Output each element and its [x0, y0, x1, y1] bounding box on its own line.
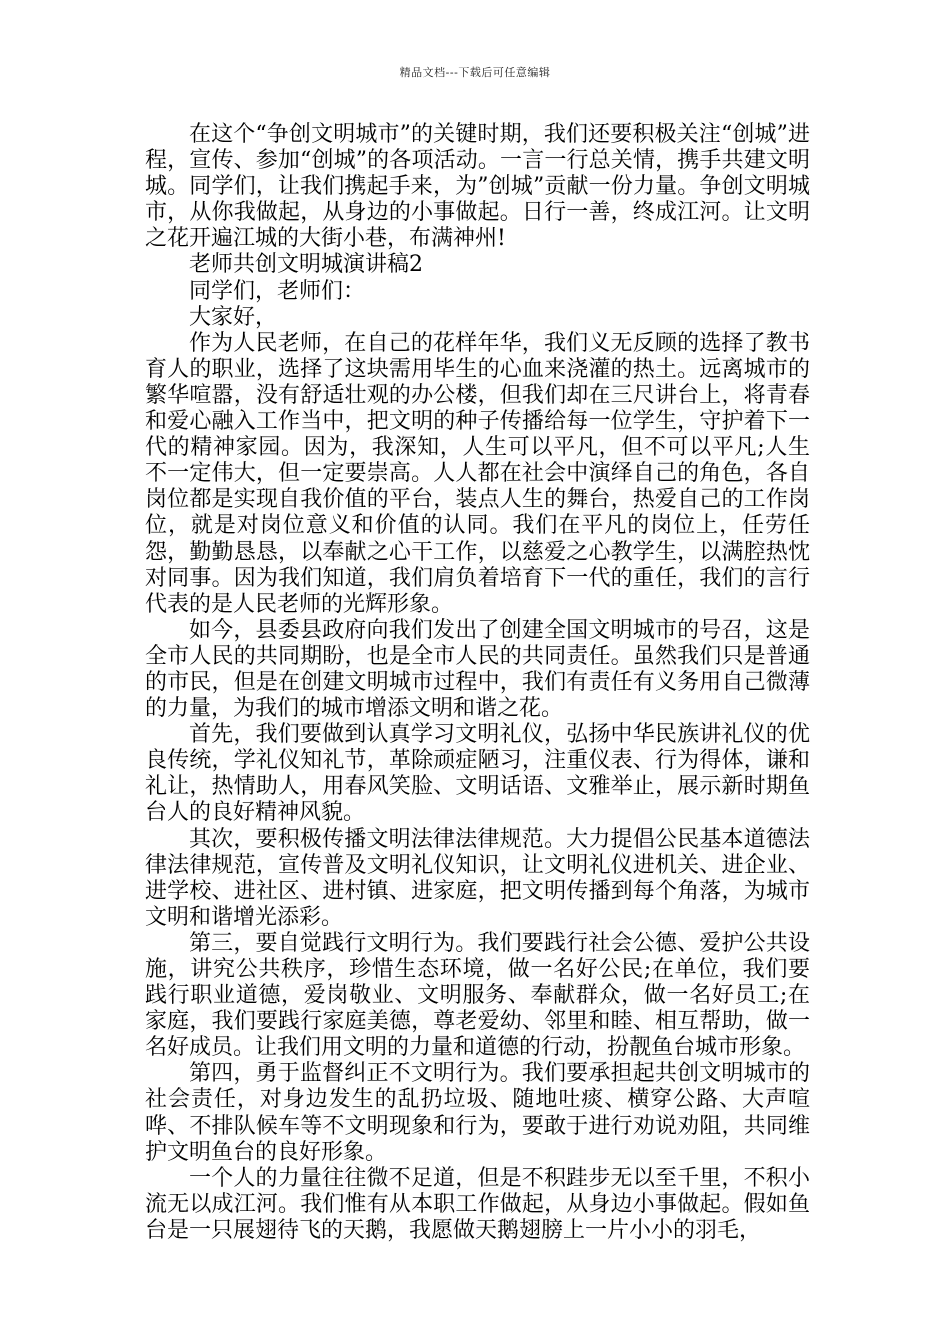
document-body — [145, 122, 810, 1244]
paragraph-create-city-call: 在这个“争创文明城市”的关键时期，我们还要积极关注“创城”进程，宣传、参加“创城”的各项活动。一言一行总关情，携手共建文明城。同学们，让我们携起手来，为”创城”贡献一份力量。争创文明城市，从你我做起，从身边的小事做起。日行一善，终成江河。让文明之花开遍江城的大街小巷，布满神州! — [145, 122, 810, 252]
page-header: 精品文档---下载后可任意编辑 — [399, 66, 551, 79]
salutation-everyone: 大家好， — [189, 304, 278, 330]
paragraph-first-etiquette: 首先，我们要做到认真学习文明礼仪，弘扬中华民族讲礼仪的优良传统，学礼仪知礼节，革除顽症陋习，注重仪表、行为得体，谦和礼让，热情助人，用春风笑脸、文明话语、文雅举止，展示新时期鱼台人的良好精神风貌。 — [145, 722, 810, 826]
paragraph-county-call: 如今，县委县政府向我们发出了创建全国文明城市的号召，这是全市人民的共同期盼，也是全市人民的共同责任。虽然我们只是普通的市民，但是在创建文明城市过程中，我们有责任有义务用自己微薄的力量，为我们的城市增添文明和谐之花。 — [145, 617, 810, 722]
paragraph-third-practice: 第三，要自觉践行文明行为。我们要践行社会公德、爱护公共设施，讲究公共秩序，珍惜生态环境，做一名好公民;在单位，我们要践行职业道德，爱岗敬业、文明服务、奉献群众，做一名好员工;在家庭，我们要践行家庭美德，尊老爱幼、邻里和睦、相互帮助，做一名好成员。让我们用文明的力量和道德的行动，扮靓鱼台城市形象。 — [145, 930, 810, 1061]
paragraph-closing: 一个人的力量往往微不足道，但是不积跬步无以至千里，不积小流无以成江河。我们惟有从本职工作做起，从身边小事做起。假如鱼台是一只展翅待飞的天鹅，我愿做天鹅翅膀上一片小小的羽毛， — [145, 1165, 810, 1243]
paragraph-second-spread: 其次，要积极传播文明法律法律规范。大力提倡公民基本道德法律法律规范，宣传普及文明礼仪知识，让文明礼仪进机关、进企业、进学校、进社区、进村镇、进家庭，把文明传播到每个角落，为城市文明和谐增光添彩。 — [145, 826, 810, 930]
speech-title: 老师共创文明城演讲稿2 — [189, 252, 423, 278]
salutation-students-teachers: 同学们，老师们： — [189, 278, 366, 304]
paragraph-fourth-supervise: 第四，勇于监督纠正不文明行为。我们要承担起共创文明城市的社会责任，对身边发生的乱扔垃圾、随地吐痰、横穿公路、大声喧哗、不排队候车等不文明现象和行为，要敢于进行劝说劝阻，共同维护文明鱼台的良好形象。 — [145, 1061, 810, 1165]
paragraph-teacher-career: 作为人民老师，在自己的花样年华，我们义无反顾的选择了教书育人的职业，选择了这块需用毕生的心血来浇灌的热土。远离城市的繁华喧嚣，没有舒适壮观的办公楼，但我们却在三尺讲台上，将青春和爱心融入工作当中，把文明的种子传播给每一位学生，守护着下一代的精神家园。因为，我深知，人生可以平凡，但不可以平凡;人生不一定伟大，但一定要崇高。人人都在社会中演绎自己的角色，各自岗位都是实现自我价值的平台，装点人生的舞台，热爱自己的工作岗位，就是对岗位意义和价值的认同。我们在平凡的岗位上，任劳任怨，勤勤恳恳，以奉献之心干工作，以慈爱之心教学生，以满腔热忱对同事。因为我们知道，我们肩负着培育下一代的重任，我们的言行代表的是人民老师的光辉形象。 — [145, 330, 810, 617]
